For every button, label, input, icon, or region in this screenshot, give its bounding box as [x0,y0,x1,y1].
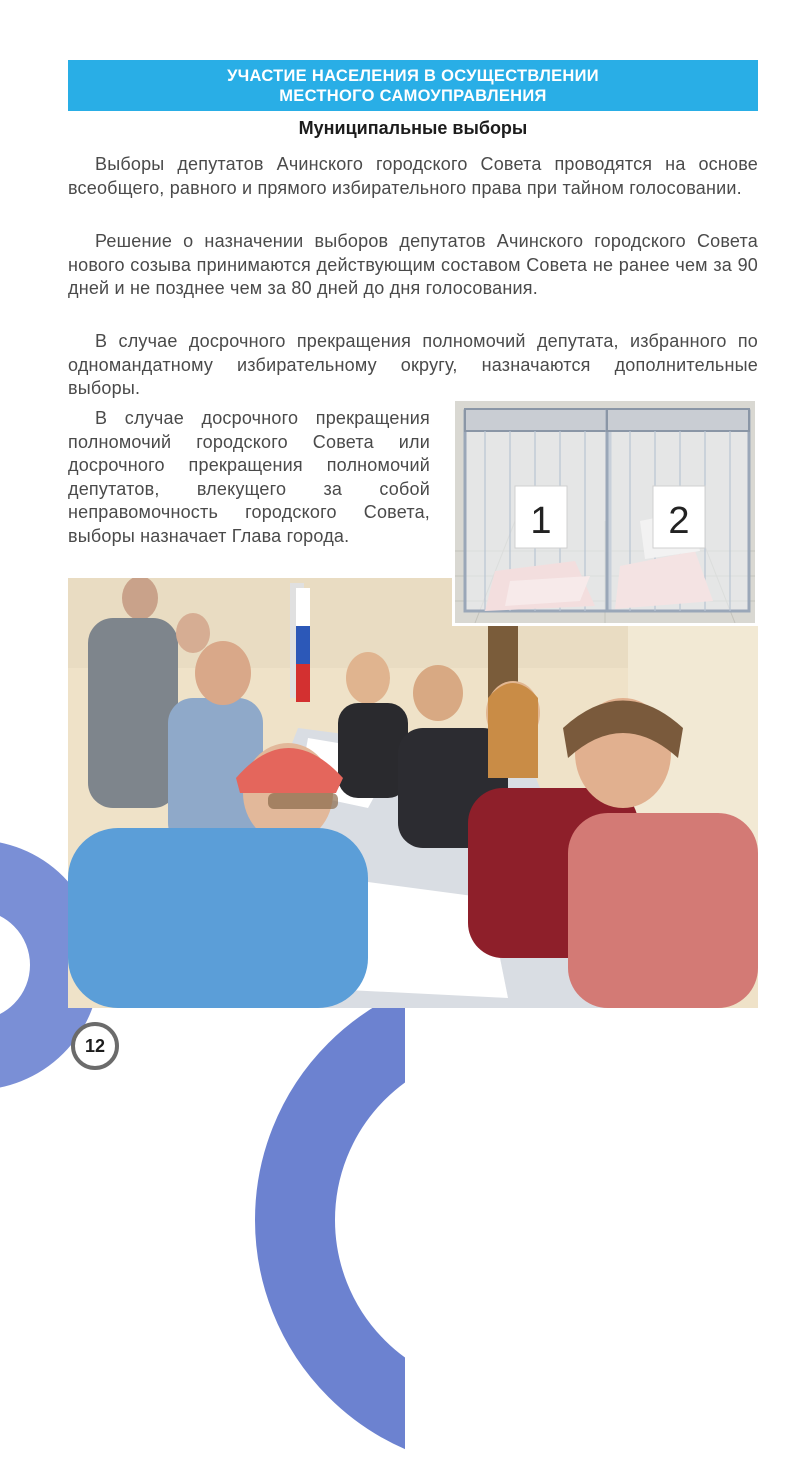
paragraph-elections-basis: Выборы депутатов Ачинского городского Совета проводятся на основе всеобщего, равного и прямого избирательного права при тайном голосовании. [68,154,758,198]
polling-station-illustration [68,578,758,1008]
paragraph-early-termination: В случае досрочного прекращения полномочий городского Совета или досрочного прекращения полномочий депутатов, влекущего за собой неправомочность городского Совета, выборы назначает Глава города. [68,408,430,546]
decorative-arc-bottom [255,970,755,1470]
page-number: 12 [71,1022,119,1070]
ballot-boxes-illustration [455,401,755,623]
ballot-box-number-1: 1 [530,500,552,542]
paragraph-by-elections: В случае досрочного прекращения полномочий депутата, избранного по одномандатному избирательному округу, назначаются дополнительные выборы. [68,331,758,398]
header-title-line-1: УЧАСТИЕ НАСЕЛЕНИЯ В ОСУЩЕСТВЛЕНИИ [227,66,599,85]
ballot-box-number-2: 2 [668,500,690,542]
paragraph-elections-scheduling: Решение о назначении выборов депутатов Ачинского городского Совета нового созыва принимаются действующим составом Совета не ранее чем за 90 дней и не позднее чем за 80 дней до дня голосования. [68,231,758,298]
ballot-boxes-photo [452,398,758,626]
header-banner [68,60,758,111]
polling-station-photo [68,578,758,1008]
header-title-line-2: МЕСТНОГО САМОУПРАВЛЕНИЯ [279,86,547,105]
section-title: Муниципальные выборы [298,118,528,138]
